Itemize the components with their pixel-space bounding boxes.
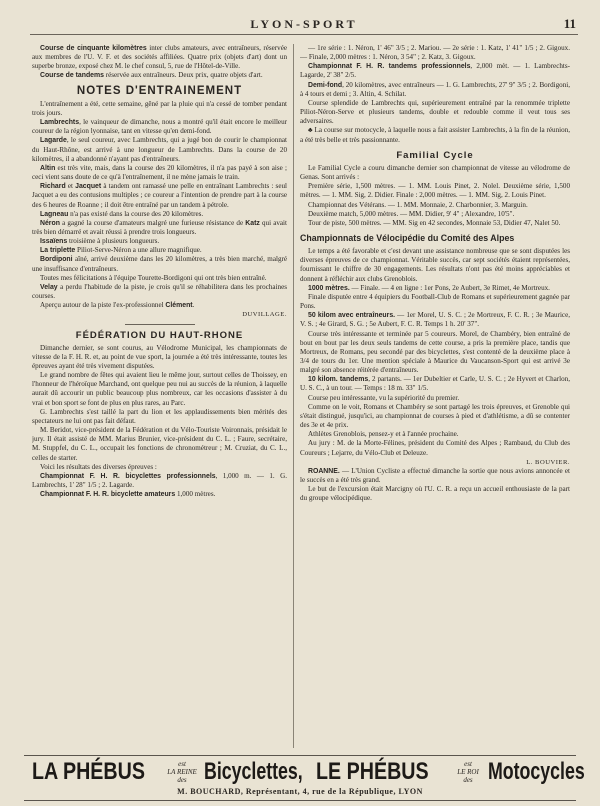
notes-paragraph-text: Piliot-Serve-Néron a une allure magnifique. <box>75 246 202 255</box>
alpes-paragraph <box>300 394 570 403</box>
federation-paragraph <box>32 426 287 463</box>
notes-paragraph-lead2: Jacquet <box>75 183 102 191</box>
familial-paragraph-text: Deuxième match, 5,000 mètres. — MM. Didier, 9' 4" ; Alexandre, 10'5". <box>308 209 515 218</box>
alpes-paragraph <box>300 247 570 284</box>
ad-tagline-1 <box>164 760 200 784</box>
result-paragraph <box>32 472 287 490</box>
federation-section <box>32 344 287 472</box>
alpes-paragraph-text: Le temps a été favorable et c'est devant une assistance nombreuse que se sont disputées les diverses épreuves de ce championnat. Véritable succès, car sept sociétés étaient représentées, fournissant le chiffre de 30 engagements. Les résultats n'ont pas été moins appréciables et donnent à réfléchir aux clubs Grenoblois. <box>300 247 570 283</box>
familial-paragraph <box>300 210 570 219</box>
result-paragraph-text: La course sur motocycle, à laquelle nous a fait assister Lambrechts, à la fin de la réunion, a été très belle et très passionnante. <box>300 126 570 144</box>
familial-heading: Familial Cycle <box>396 149 474 161</box>
intro-paragraph-lead: Course de tandems <box>40 72 104 80</box>
notes-paragraph <box>32 237 287 246</box>
notes-paragraph-text: n'a pas existé dans la course des 20 kilomètres. <box>68 209 204 218</box>
federation-paragraph <box>32 408 287 426</box>
notes-paragraph-lead: Bordiponi <box>40 256 73 264</box>
alpes-signature: L. BOUVIER. <box>526 458 570 466</box>
notes-heading: NOTES D'ENTRAINEMENT <box>76 84 243 97</box>
ad-slogan-row <box>24 758 585 785</box>
familial-paragraph-text: Tour de piste, 500 mètres. — MM. Sig en 42 secondes, Monnaie 53, Didier 47, Nalet 50. <box>308 218 561 227</box>
alpes-section <box>300 247 570 458</box>
alpes-paragraph <box>300 375 570 393</box>
result-paragraph <box>300 81 570 99</box>
phebus-advertisement <box>24 755 585 801</box>
result-paragraph <box>300 44 570 62</box>
ad-address-line: M. BOUCHARD, Représentant, 4, rue de la République, LYON <box>177 787 423 796</box>
federation-paragraph <box>32 371 287 408</box>
alpes-paragraph-lead: 50 kilom avec entraîneurs. <box>308 312 396 320</box>
notes-paragraph-lead2: Clément <box>165 302 193 310</box>
alpes-paragraph <box>300 311 570 329</box>
familial-paragraph-text: Première série, 1,500 mètres. — 1. MM. Louis Pinet, 2. Nolel. Deuxième série, 1,500 mètres. — 1. MM. Sig, 2. Didier. Finale : 2,000 mètres. — 1. MM. Sig, 2. Louis Pinet. <box>300 182 570 200</box>
alpes-paragraph-text: Finale disputée entre 4 équipiers du Football-Club de Romans et supérieurement gagnée par Pons. <box>300 292 570 311</box>
familial-paragraph <box>300 201 570 210</box>
result-paragraph-text: 1,000 mètres. <box>175 490 216 499</box>
notes-paragraph-text2: à tandem ont ramassé une pelle en entraînant Lambrechts : seul Jacquet a eu des contusions multiples ; ce coureur a l'intention de prendre part à la course des 6 heures de Roanne ; il doit être entraîné par un tandem à pétrole. <box>32 182 287 209</box>
notes-paragraph <box>32 255 287 273</box>
alpes-paragraph-text: — 1er Morel, U. S. C. ; 2e Mortreux, F. C. R. ; 3e Maurice, V. S. ; 4e Girard, S. G. ; 5e Aubert, F. C. R. Temps 1 h. 20' 37". <box>300 311 570 329</box>
roanne-paragraph-text: Le but de l'excursion était Marcigny où l'U. C. R. a reçu un accueil enthousiaste de la part du groupe vélocipédique. <box>300 485 570 503</box>
alpes-paragraph-text: Course très intéressante et terminée par 5 coureurs. Morel, de Chambéry, bien entraîné de bout en bout par les deux seuls tandems de cette course, a pris la première place, tandis que Mortreux, de Romans, peu secondé par des bicyclettes, s'est contenté de la deuxième place à 3/4 de tours du 1er. Une mention spéciale à Maurice du Vaucanson-Sport qui est arrivé 3e malgré son absence réitérée d'entraîneurs. <box>300 329 570 375</box>
notes-paragraph <box>32 283 287 301</box>
result-paragraph-lead: Championnat F. H. R. bicyclette amateurs <box>40 491 176 499</box>
result-paragraph-text: , 20 kilomètres, avec entraîneurs — 1. G. Lambrechts, 27' 9" 3/5 ; 2. Bordigoni, à 4 tours et demi ; 3. Altin, 4. Schilat. <box>300 80 570 98</box>
alpes-paragraph-text: — Finale. — 4 en ligne : 1er Pons, 2e Aubert, 3e Rimet, 4e Mortreux. <box>349 283 550 292</box>
ad-brand-1: LA PHÉBUS <box>32 758 145 785</box>
notes-paragraph-text: L'entraînement a été, cette semaine, gêné par la pluie qui n'a cessé de tomber pendant trois jours. <box>32 99 287 117</box>
roanne-paragraph <box>300 485 570 503</box>
notes-paragraph <box>32 164 287 182</box>
notes-paragraph-text: est très vite, mais, dans la course des 20 kilomètres, il n'a pas payé à son aise ; ceci vient sans doute de ce qu'à l'entraînement, il ne mène jamais le train. <box>32 163 287 182</box>
alpes-paragraph <box>300 293 570 311</box>
alpes-paragraph-text: , 2 partants. — 1er Dubeltier et Carle, U. S. C. ; 2e Hyvert et Charlon, U. S. C., à un tour. — Temps : 18 m. 33" 1/5. <box>300 375 570 393</box>
notes-paragraph-lead: Issaïens <box>40 238 68 246</box>
notes-signature: DUVILLAGE. <box>242 311 287 319</box>
notes-paragraph-text: , le vainqueur de dimanche, nous a montré qu'il était encore le meilleur coureur de la région lyonnaise, tant en vitesse qu'en demi-fond. <box>32 118 287 136</box>
page-number: 11 <box>563 16 576 31</box>
notes-section <box>32 100 287 311</box>
notes-paragraph-text: Aperçu autour de la piste l'ex-professionnel <box>40 301 166 310</box>
notes-paragraph <box>32 246 287 255</box>
notes-paragraph-text2: qui avait très bien démarré et avait réussi à prendre trois longueurs. <box>32 218 287 236</box>
notes-paragraph-lead2: Katz <box>245 219 260 227</box>
ad-tagline-2 <box>452 760 484 784</box>
divider <box>125 324 195 325</box>
federation-paragraph-text: M. Beridot, vice-président de la Fédération et du Vélo-Touriste Voironnais, présidait le jury. Il était assisté de MM. Marius Brunier, vice-président du C. L. ; Faure, secrétaire, M. Stuppfel, du C. L., occupait les fonctions de chronométreur ; M. Cruziat, du C. L., celles de starter. <box>32 426 287 462</box>
alpes-paragraph-lead: 10 kilom. tandems <box>308 376 369 384</box>
notes-paragraph-lead: Lambrechts <box>40 119 80 127</box>
notes-paragraph <box>32 274 287 283</box>
ad-product-2: Motocycles <box>488 758 585 785</box>
notes-paragraph-text2: . <box>192 301 195 310</box>
notes-paragraph-text: Toutes mes félicitations à l'équipe Tourette-Bordigoni qui ont très bien entraîné. <box>40 273 267 282</box>
result-paragraph-lead: Demi-fond <box>308 81 343 89</box>
intro-section <box>32 44 287 81</box>
notes-paragraph <box>32 210 287 219</box>
notes-paragraph-text: et <box>65 182 76 191</box>
ad-tagline-2-b: LE ROI <box>457 768 479 776</box>
result-paragraph-lead: ♣ <box>308 127 313 135</box>
notes-paragraph-lead: Lagneau <box>40 210 69 218</box>
result-paragraph-text: , 2,000 mèt. — 1. Lambrechts-Lagarde, 2' 38" 2/5. <box>300 62 570 80</box>
results-section <box>32 472 287 499</box>
result-paragraph <box>300 62 570 80</box>
alpes-paragraph <box>300 330 570 376</box>
roanne-paragraph-lead: ROANNE. <box>308 467 340 475</box>
column-rule <box>293 44 294 748</box>
federation-heading: FÉDÉRATION DU HAUT-RHONE <box>75 329 244 341</box>
notes-paragraph-text: a perdu l'habitude de la piste, je crois qu'il se réhabilitera dans les prochaines courses. <box>32 282 287 301</box>
alpes-paragraph <box>300 284 570 293</box>
ad-product-1: Bicyclettes, <box>204 758 303 785</box>
result-paragraph <box>300 99 570 126</box>
notes-paragraph-lead: Altin <box>40 164 56 172</box>
intro-paragraph <box>32 44 287 71</box>
notes-paragraph-text: , le seul coureur, avec Lambrechts, qui a jugé bon de courir le championnat du Haut-Rhône, est arrivé à une longueur de Lambrechts. Dans la course de 20 kilomètres, il a abandonné n'ayant pas d'entraîneurs. <box>32 136 287 163</box>
roanne-paragraph-text: — L'Union Cycliste a effectué dimanche la sortie que nous avions annoncée et le succès en a été très grand. <box>300 466 570 485</box>
alpes-paragraph <box>300 439 570 457</box>
page-header <box>30 16 578 35</box>
alpes-paragraph <box>300 403 570 430</box>
result-paragraph-text: — 1re série : 1. Néron, 1' 46" 3/5 ; 2. Mariou. — 2e série : 1. Katz, 1' 41" 1/5 ; 2. Gigoux. — Finale, 2,000 mètres : 1. Néron, 3 54" ; 2. Katz, 3. Gigoux. <box>300 44 570 62</box>
result-paragraph <box>300 126 570 144</box>
ad-tagline-2-c: des <box>463 776 473 784</box>
continued-results <box>300 44 570 145</box>
federation-paragraph <box>32 463 287 472</box>
notes-paragraph-lead: La triplette <box>40 247 76 255</box>
roanne-paragraph <box>300 467 570 485</box>
notes-paragraph <box>32 219 287 237</box>
alpes-paragraph-lead: 1000 mètres. <box>308 284 350 292</box>
result-paragraph <box>32 490 287 499</box>
result-paragraph-lead: Championnat F. H. R. tandems professionnels <box>308 63 471 71</box>
familial-paragraph <box>300 164 570 182</box>
notes-paragraph-text: aîné, arrivé deuxième dans les 20 kilomètres, a très bien marché, malgré une insuffisance d'entraîneurs. <box>32 255 287 273</box>
masthead-title: LYON-SPORT <box>250 17 358 31</box>
intro-paragraph-lead: Course de cinquante kilomètres <box>40 45 147 52</box>
result-paragraph-lead: Championnat F. H. R. bicyclettes professionnels <box>40 472 216 480</box>
federation-paragraph-text: G. Lambrechts s'est taillé la part du lion et les applaudissements bien mérités des spectateurs ne lui ont pas fait défaut. <box>32 407 287 425</box>
notes-paragraph-text: a gagné la course d'amateurs malgré une furieuse résistance de <box>59 218 246 227</box>
result-paragraph-text: Course splendide de Lambrechts qui, supérieurement entraîné par la renommée triplette Piliot-Néron-Serve et plusieurs tandems, double et redouble comme il veut tous ses adversaires. <box>300 98 570 126</box>
familial-section <box>300 164 570 228</box>
roanne-section <box>300 467 570 504</box>
ad-tagline-1-a: est <box>178 760 186 768</box>
notes-paragraph-lead: Lagarde <box>40 137 67 145</box>
federation-paragraph <box>32 344 287 371</box>
notes-paragraph <box>32 136 287 163</box>
ad-tagline-1-c: des <box>177 776 187 784</box>
alpes-paragraph-text: Comme on le voit, Romans et Chambéry se sont partagé les trois épreuves, et Grenoble qui s'était distingué, jusqu'ici, au championnat de courses à pied et d'athlétisme, a dû se contenter des 3e et 4e prix. <box>300 402 570 430</box>
alpes-paragraph-text: Course peu intéressante, vu la supériorité du premier. <box>308 393 460 402</box>
ad-brand-2: LE PHÉBUS <box>316 758 429 785</box>
intro-paragraph-text: réservée aux entraîneurs. Deux prix, quatre objets d'art. <box>103 71 263 80</box>
familial-paragraph-text: Le Familial Cycle a couru dimanche dernier son championnat de vitesse au vélodrome de Genas. Sont arrivés : <box>300 163 570 182</box>
right-column <box>300 44 570 748</box>
intro-paragraph-text: inter clubs amateurs, avec entraîneurs, réservée aux membres de l'U. V. F. et des sociétés affiliées. Quatre prix (objets d'art) dont un superbe bronze, exposé chez M. le chef consul, 5, rue de l'Hôtel-de-Ville. <box>32 44 287 71</box>
alpes-paragraph-text: Au jury : M. de la Morte-Félines, président du Comité des Alpes ; Rambaud, du Club des Coureurs ; Lejarre, du Vélo-Club et Deleuze. <box>300 439 570 457</box>
ad-tagline-2-a: est <box>464 760 472 768</box>
familial-paragraph <box>300 219 570 228</box>
left-column <box>32 44 287 748</box>
notes-paragraph-text: troisième à plusieurs longueurs. <box>67 237 160 246</box>
federation-paragraph-text: Dimanche dernier, se sont courus, au Vélodrome Municipal, les championnats de vitesse de la F. H. R. et, au point de vue sport, la journée a été très intéressante, toutes les épreuves ayant été très vivement disputées. <box>32 343 287 370</box>
notes-paragraph <box>32 301 287 310</box>
intro-paragraph <box>32 71 287 80</box>
alpes-heading: Championnats de Vélocipédie du Comité des Alpes <box>300 232 515 243</box>
notes-paragraph <box>32 182 287 209</box>
result-paragraph-text: , 1,000 m. — 1. G. Lambrechts, 1' 28" 1/5 ; 2. Lagarde. <box>32 471 287 490</box>
notes-paragraph <box>32 100 287 118</box>
notes-paragraph-lead: Richard <box>40 183 66 191</box>
alpes-paragraph-text: Athlètes Grenoblois, pensez-y et à l'année prochaine. <box>308 430 459 439</box>
familial-paragraph-text: Championnat des Vétérans. — 1. MM. Monnaie, 2. Charbonnier, 3. Marguin. <box>308 200 528 209</box>
ad-tagline-1-b: LA REINE <box>167 768 197 776</box>
notes-paragraph-lead: Velay <box>40 283 58 291</box>
alpes-paragraph <box>300 430 570 439</box>
notes-paragraph <box>32 118 287 136</box>
familial-paragraph <box>300 182 570 200</box>
federation-paragraph-text: Le grand nombre de fêtes qui avaient lieu le même jour, surtout celles de Thoissey, en l'honneur de l'héroïque Marchand, ont quelque peu nui au succès de la réunion, à laquelle aurait dû accourir un public beaucoup plus nombreux, car les occasions d'assister à du vrai et bon sport se font de plus en plus rares, au Parc. <box>32 371 287 407</box>
notes-paragraph-lead: Néron <box>40 219 60 227</box>
federation-paragraph-text: Voici les résultats des diverses épreuves : <box>40 462 157 471</box>
